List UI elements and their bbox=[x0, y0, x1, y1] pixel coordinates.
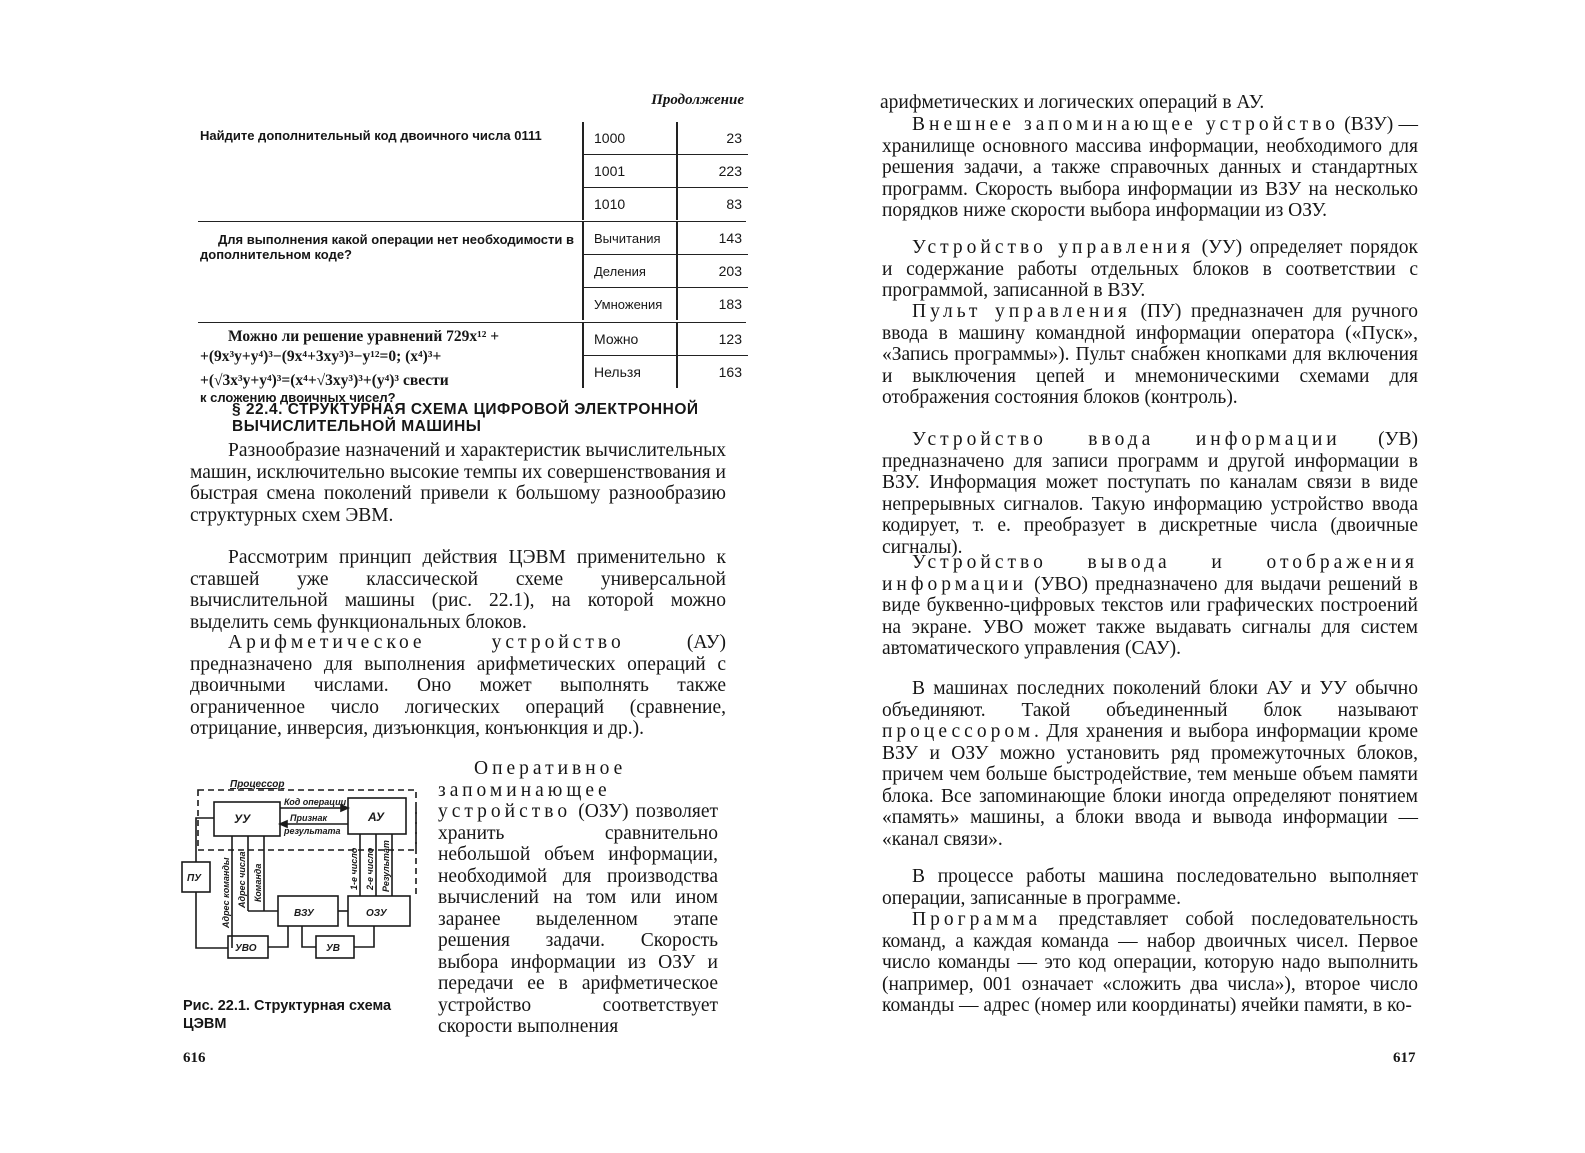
answer-row bbox=[582, 222, 748, 255]
answer-code: 203 bbox=[718, 263, 742, 279]
answer-row bbox=[582, 323, 748, 356]
processor-label: Процессор bbox=[230, 779, 285, 790]
addr-num-label: Адрес числа bbox=[237, 851, 247, 908]
term: Пульт управления bbox=[912, 301, 1131, 322]
left-page bbox=[0, 0, 790, 1153]
answer-code: 163 bbox=[718, 364, 742, 380]
answer-list bbox=[582, 323, 748, 388]
flag-label-2: результата bbox=[284, 826, 341, 836]
flag-label: Признак bbox=[290, 813, 328, 823]
answer-code: 183 bbox=[718, 296, 742, 312]
figure-caption: Рис. 22.1. Структурная схема ЦЭВМ bbox=[183, 998, 392, 1032]
block-diagram-figure bbox=[178, 778, 428, 978]
paragraph bbox=[190, 440, 726, 526]
paragraph-text: представляет собой последовательность команд, а каждая команда — набор двоичных чисел. Первое число команды — это код операции, которую надо выполнить (например, 001 означает «сложить два числа»), второе число команды — адрес (номер или координаты) ячейки памяти, в ко- bbox=[882, 909, 1418, 1016]
answer-label: Деления bbox=[582, 255, 678, 287]
paragraph-text: Разнообразие назначений и характеристик вычислительных машин, исключительно высокие темпы их совершенствования и быстрая смена поколений привели к большому разнообразию структурных схем ЭВМ. bbox=[190, 440, 726, 526]
question-text: Найдите дополнительный код двоичного числа 0111 bbox=[200, 128, 542, 143]
answer-label: 1010 bbox=[582, 188, 678, 220]
num1-label: 1-е число bbox=[349, 847, 359, 890]
uv-vzu-link bbox=[302, 926, 316, 947]
paragraph-text: (УВО) предназначено для выдачи решений в виде буквенно-цифровых текстов или графических построений на экране. УВО может также выдавать сигналы для систем автоматического управления (САУ). bbox=[882, 573, 1418, 659]
quiz-table bbox=[198, 122, 746, 405]
pu-label: ПУ bbox=[187, 873, 201, 884]
paragraph-text: В машинах последних поколений блоки АУ и УУ обычно объединяют. Такой объединенный блок называют bbox=[882, 678, 1418, 721]
paragraph bbox=[882, 552, 1418, 660]
paragraph bbox=[882, 866, 1418, 909]
op-code-label: Код операции bbox=[284, 797, 347, 807]
paragraph bbox=[438, 758, 718, 1038]
paragraph-text: (ПУ) предназначен для ручного ввода в машину командной информации оператора («Пуск», «Запись программы»). Пульт снабжен кнопками для включения и выключения цепей и мнемоническими схемами для отображения состояния блоков (контроль). bbox=[882, 301, 1418, 408]
table-row bbox=[198, 122, 746, 222]
question-text: Для выполнения какой операции нет необходимости в дополнительном коде? bbox=[200, 232, 575, 262]
term: Оперативное запоминающее устройство bbox=[438, 758, 627, 822]
answer-row bbox=[582, 288, 748, 320]
vzu-uvo-link bbox=[268, 926, 288, 947]
vzu-label: ВЗУ bbox=[294, 908, 314, 919]
answer-code: 123 bbox=[718, 331, 742, 347]
paragraph bbox=[882, 429, 1418, 558]
paragraph bbox=[880, 92, 1420, 114]
answer-label: Можно bbox=[582, 323, 678, 355]
answer-row bbox=[582, 356, 748, 388]
uv-ozu-link bbox=[354, 926, 374, 947]
answer-label: Вычитания bbox=[582, 222, 678, 254]
answer-label: 1001 bbox=[582, 155, 678, 187]
paragraph-text: Рассмотрим принцип действия ЦЭВМ применительно к ставшей уже классической схеме универсальной вычислительной машины (рис. 22.1), на которой можно выделить семь функциональных блоков. bbox=[190, 547, 726, 633]
paragraph bbox=[882, 114, 1418, 222]
uvo-label: УВО bbox=[235, 943, 257, 954]
term: процессором bbox=[882, 721, 1035, 742]
formula-line: +(√3x³y+y⁴)³=(x⁴+√3xy³)³+(y⁴)³ свести bbox=[200, 372, 449, 389]
paragraph bbox=[882, 301, 1418, 409]
table-row bbox=[198, 323, 746, 405]
table-row bbox=[198, 222, 746, 323]
answer-label: 1000 bbox=[582, 122, 678, 154]
answer-row bbox=[582, 155, 748, 188]
paragraph bbox=[190, 547, 726, 633]
paragraph-text: арифметических и логических операций в АУ. bbox=[880, 92, 1265, 113]
answer-row bbox=[582, 122, 748, 155]
paragraph bbox=[882, 909, 1418, 1017]
paragraph-text: (ВЗУ) — хранилище основного массива информации, необходимого для решения задачи, а также справочных данных и стандартных программ. Скорость выбора информации из ВЗУ на несколько порядков ниже скорости выбора информации из ОЗУ. bbox=[882, 114, 1418, 221]
formula-line: Можно ли решение уравнений 729x¹² + bbox=[228, 328, 500, 345]
addr-cmd-label: Адрес команды bbox=[221, 857, 231, 928]
paragraph-text: В процессе работы машина последовательно выполняет операции, записанные в программе. bbox=[882, 866, 1418, 909]
ozu-label: ОЗУ bbox=[366, 908, 387, 919]
right-page bbox=[790, 0, 1585, 1153]
section-title: § 22.4. СТРУКТУРНАЯ СХЕМА ЦИФРОВОЙ ЭЛЕКТРОННОЙ ВЫЧИСЛИТЕЛЬНОЙ МАШИНЫ bbox=[232, 401, 699, 435]
term: Внешнее запоминающее устройство bbox=[912, 114, 1340, 135]
term: Устройство ввода информации bbox=[912, 429, 1341, 450]
answer-row bbox=[582, 255, 748, 288]
result-label: Результат bbox=[381, 840, 391, 892]
paragraph bbox=[190, 632, 726, 740]
au-label: АУ bbox=[368, 810, 385, 824]
paragraph-text: (ОЗУ) позволяет хранить сравнительно небольшой объем информации, необходимой для производства вычислений на том или ином заранее выделенном этапе решения задачи. Скорость выбора информации из ОЗУ и передачи ее в арифметическое устройство соответствует скорости выполнения bbox=[438, 801, 718, 1037]
term: Устройство вывода и отображения информации bbox=[882, 552, 1418, 595]
uv-label: УВ bbox=[326, 943, 340, 954]
paragraph-text: (АУ) предназначено для выполнения арифметических операций с двоичными числами. Оно может выполнять также ограниченное число логических операций (сравнение, отрицание, инверсия, дизъюнкция, конъюнкция и др.). bbox=[190, 632, 726, 739]
num2-label: 2-е число bbox=[365, 847, 375, 890]
uu-label: УУ bbox=[234, 812, 251, 826]
answer-code: 143 bbox=[718, 230, 742, 246]
continuation-label: Продолжение bbox=[651, 92, 744, 108]
answer-list bbox=[582, 122, 748, 220]
answer-label: Нельзя bbox=[582, 356, 678, 388]
page-number: 616 bbox=[183, 1050, 206, 1066]
answer-code: 23 bbox=[726, 130, 742, 146]
paragraph-text: (УУ) определяет порядок и содержание работы отдельных блоков в соответствии с программой, записанной в ВЗУ. bbox=[882, 237, 1418, 301]
term: Программа bbox=[912, 909, 1042, 930]
term: Устройство управления bbox=[912, 237, 1195, 258]
paragraph-text: (УВ) предназначено для записи программ и другой информации в ВЗУ. Информация может поступать по каналам связи в виде непрерывных сигналов. Такую информацию устройство ввода кодирует, т. е. преобразует в дискретные числа (двоичные сигналы). bbox=[882, 429, 1418, 558]
answer-label: Умножения bbox=[582, 288, 678, 320]
answer-code: 83 bbox=[726, 196, 742, 212]
answer-row bbox=[582, 188, 748, 220]
command-label: Команда bbox=[253, 863, 263, 902]
question-formula bbox=[200, 327, 582, 405]
paragraph-text: . Для хранения и выбора информации кроме ВЗУ и ОЗУ можно установить ряд промежуточных блоков, причем чем больше быстродействие, тем меньше объем памяти блока. Все запоминающие блоки иногда определяют понятием «память» машины, а блоки ввода и вывода информации — «канал связи». bbox=[882, 721, 1418, 850]
paragraph bbox=[882, 678, 1418, 850]
term: Арифметическое устройство bbox=[228, 632, 625, 653]
page-number: 617 bbox=[1393, 1050, 1416, 1066]
formula-line: к сложению двоичных чисел? bbox=[200, 390, 396, 405]
paragraph bbox=[882, 237, 1418, 302]
formula-line: +(9x³y+y⁴)³−(9x⁴+3xy³)³−y¹²=0; (x⁴)³+ bbox=[200, 348, 442, 365]
answer-code: 223 bbox=[718, 163, 742, 179]
answer-list bbox=[582, 222, 748, 320]
